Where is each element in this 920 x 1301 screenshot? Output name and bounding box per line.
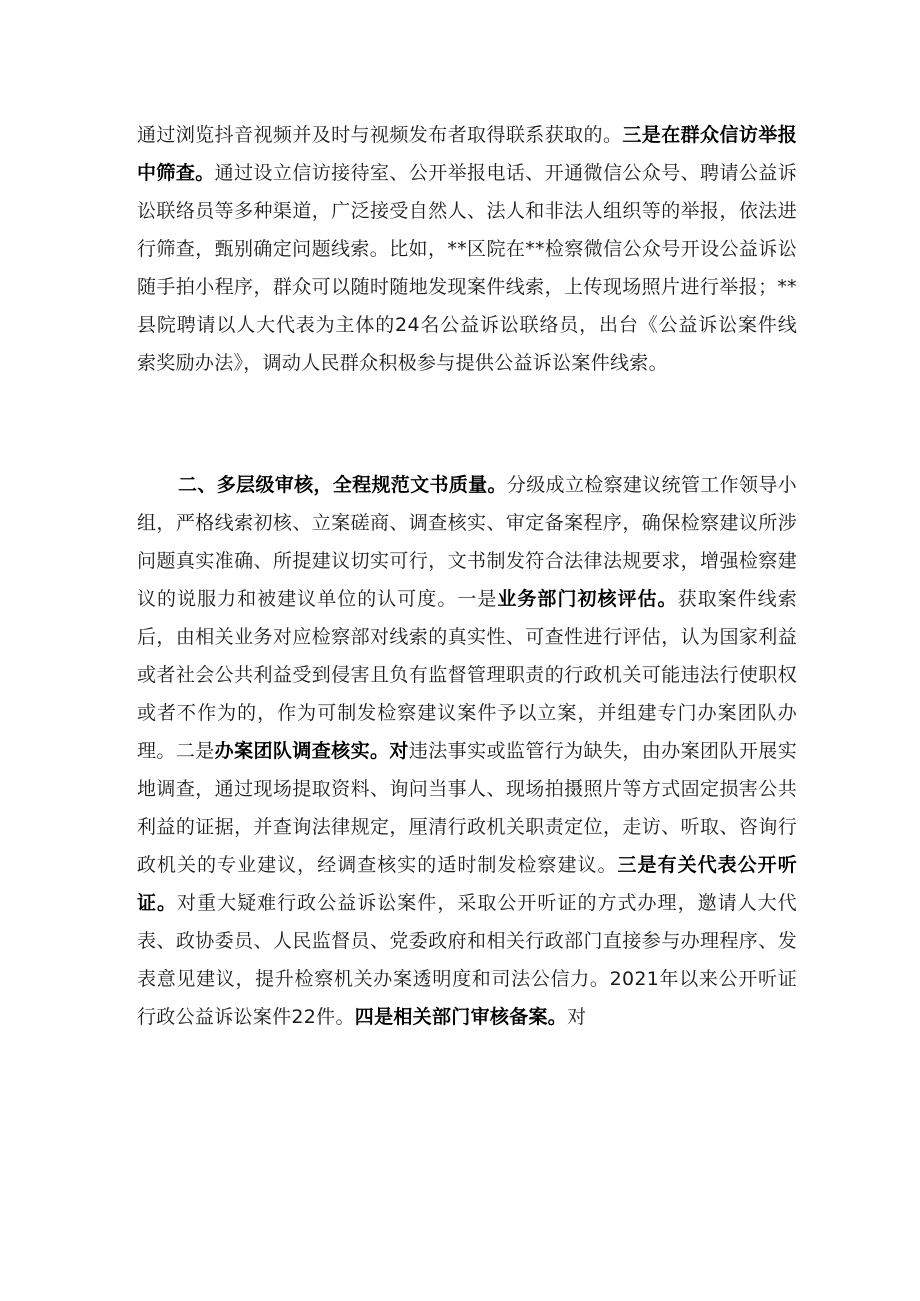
- bold-heading-run: 办案团队调查核实。对: [214, 740, 409, 762]
- bold-heading-run: 业务部门初核评估。: [497, 588, 678, 610]
- text-run: 分级成立检察建议统管工作领导小组，严格线索初核、立案磋商、调查核实、审定备案程序，确保检察建议所涉问题真实准确、所提建议切实可行，文书制发符合法律法规要求，增强检察建议的说服力和被建议单位的认可度。一是: [137, 474, 797, 610]
- text-run: 违法事实或监管行为缺失，由办案团队开展实地调查，通过现场提取资料、询问当事人、现场拍摄照片等方式固定损害公共利益的证据，并查询法律规定，厘清行政机关职责定位，走访、听取、咨询行政机关的专业建议，经调查核实的适时制发检察建议。: [137, 740, 797, 876]
- bold-heading-run: 三是有关代表公开听证。: [137, 854, 798, 914]
- paragraph-evidence-sources: [137, 116, 797, 382]
- text-run: 对: [567, 1006, 587, 1028]
- bold-heading-run: 三是在群众信访举报中筛查。: [137, 124, 797, 184]
- text-run: 通过浏览抖音视频并及时与视频发布者取得联系获取的。: [137, 124, 623, 146]
- paragraph-multilevel-review: [137, 466, 797, 1036]
- text-run: 对重大疑难行政公益诉讼案件，采取公开听证的方式办理，邀请人大代表、政协委员、人民监督员、党委政府和相关行政部门直接参与办理程序、发表意见建议，提升检察机关办案透明度和司法公信力。2021年以来公开听证行政公益诉讼案件22件。: [137, 892, 797, 1028]
- text-run: 获取案件线索后，由相关业务对应检察部对线索的真实性、可查性进行评估，认为国家利益或者社会公共利益受到侵害且负有监督管理职责的行政机关可能违法行使职权或者不作为的，作为可制发检察建议案件予以立案，并组建专门办案团队办理。二是: [137, 588, 797, 762]
- bold-heading-run: 四是相关部门审核备案。: [354, 1006, 568, 1028]
- text-run: 通过设立信访接待室、公开举报电话、开通微信公众号、聘请公益诉讼联络员等多种渠道，广泛接受自然人、法人和非法人组织等的举报，依法进行筛查，甄别确定问题线索。比如，**区院在**检察微信公众号开设公益诉讼随手拍小程序，群众可以随时随地发现案件线索，上传现场照片进行举报；**县院聘请以人大代表为主体的24名公益诉讼联络员，出台《公益诉讼案件线索奖励办法》，调动人民群众积极参与提供公益诉讼案件线索。: [137, 162, 797, 374]
- section-heading: 二、多层级审核，全程规范文书质量。: [178, 474, 507, 496]
